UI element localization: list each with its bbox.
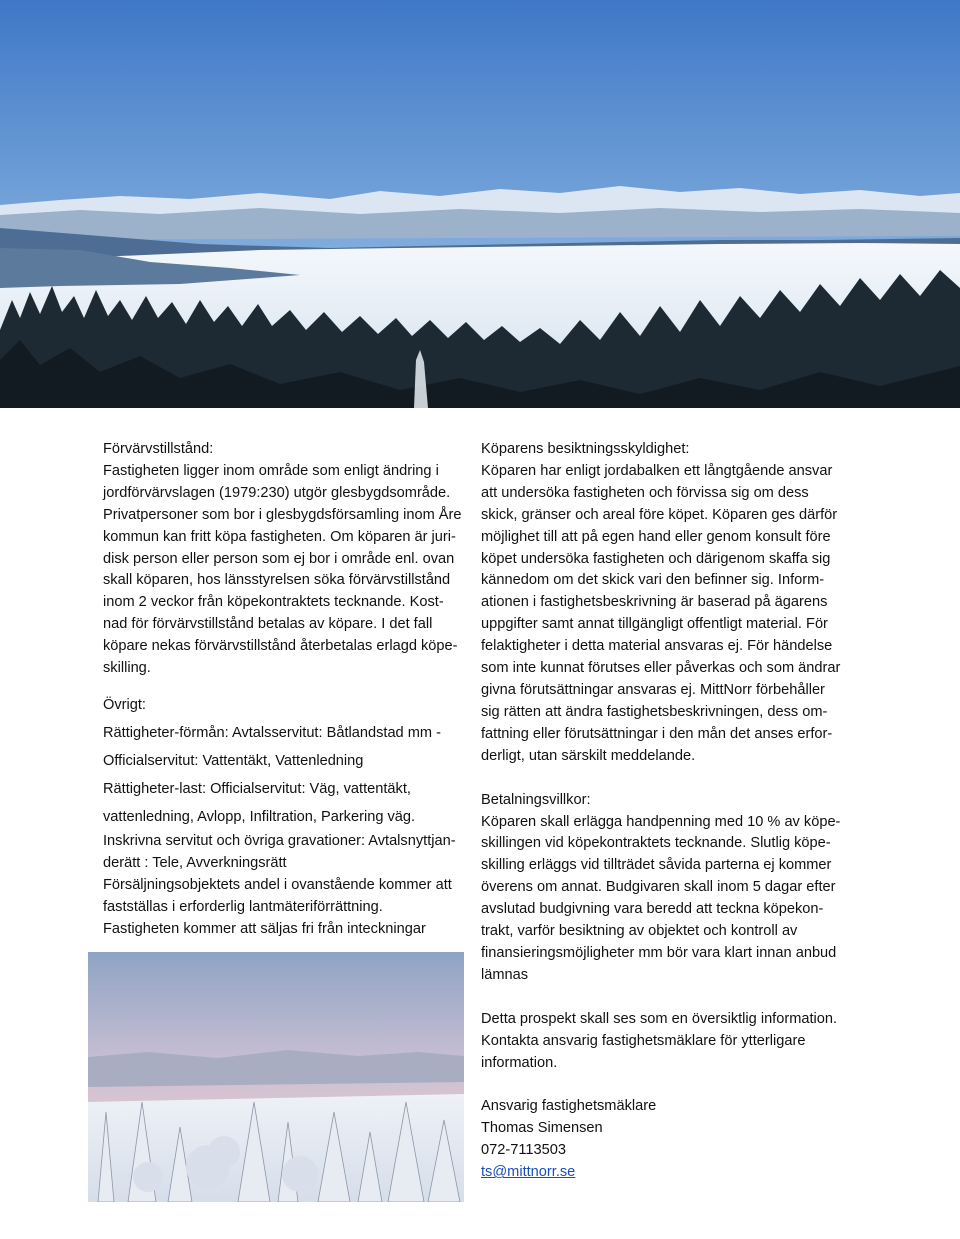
acquisition-permit-section	[103, 439, 468, 680]
easement-line: Inskrivna servitut och övriga gravationer: Avtalsnyttjan-	[103, 832, 456, 849]
permit-line: Privatpersoner som bor i glesbygdsförsamling inom Åre	[103, 506, 462, 523]
inspection-line: fattning eller förutsättningar i den mån det anses erfor-	[481, 725, 833, 742]
agent-contact-section	[481, 1096, 851, 1184]
payment-line: Köparen skall erlägga handpenning med 10 % av köpe-	[481, 813, 841, 830]
payment-line: skillingen vid köpekontraktets tecknande. Slutlig köpe-	[481, 835, 831, 852]
permit-line: inom 2 veckor från köpekontraktets tecknande. Kost-	[103, 594, 444, 611]
payment-line: trakt, varför besiktning av objektet och kontroll av	[481, 923, 798, 940]
easement-line: Fastigheten kommer att säljas fri från inteckningar	[103, 920, 426, 937]
rights-line: Rättigheter-förmån: Avtalsservitut: Båtlandstad mm -	[103, 724, 441, 741]
payment-line: skilling erläggs vid tillträdet såvida parterna ej kommer	[481, 857, 832, 874]
payment-line: avslutad budgivning vara beredd att teckna köpekon-	[481, 901, 824, 918]
inspection-line: Köparen har enligt jordabalken ett långtgående ansvar	[481, 462, 833, 479]
permit-heading: Förvärvstillstånd:	[103, 441, 214, 457]
inspection-line: derligt, utan särskilt meddelande.	[481, 747, 696, 764]
permit-line: disk person eller person som ej bor i område enl. ovan	[103, 550, 455, 567]
inspection-line: felaktigheter i detta material ansvaras ej. För händelse	[481, 638, 833, 655]
left-column	[103, 439, 468, 941]
inspection-line: sig rätten att ändra fastighetsbeskrivningen, dess om-	[481, 703, 828, 720]
payment-line: finansieringsmöjligheter mm bör vara klart innan anbud	[481, 944, 837, 961]
inspection-line: som inte kunnat förutses eller påverkas och som ändrar	[481, 660, 841, 677]
easement-line: Försäljningsobjektets andel i ovanstående kommer att	[103, 876, 452, 893]
inspection-line: uppgifter samt annat tillgängligt offentligt material. För	[481, 616, 828, 633]
permit-line: skall köparen, hos länsstyrelsen söka förvärvstillstånd	[103, 572, 451, 589]
disclaimer-line: Detta prospekt skall ses som en översiktlig information.	[481, 1010, 838, 1027]
inspection-line: kännedom om det skick vari den befinner sig. Inform-	[481, 572, 825, 589]
easement-line: derätt : Tele, Avverkningsrätt	[103, 854, 287, 871]
agent-heading: Ansvarig fastighetsmäklare	[481, 1098, 657, 1115]
permit-line: kommun kan fritt köpa fastigheten. Om köparen är juri-	[103, 528, 456, 545]
disclaimer-line: Kontakta ansvarig fastighetsmäklare för ytterligare	[481, 1032, 806, 1049]
inspection-line: köpet undersöka fastigheten och därigenom skaffa sig	[481, 550, 831, 567]
easement-line: fastställas i erforderlig lantmäteriförrättning.	[103, 898, 383, 915]
permit-line: nad för förvärvstillstånd betalas av köpare. I det fall	[103, 616, 433, 633]
inspection-line: möjlighet till att på egen hand eller genom konsult före	[481, 528, 831, 545]
payment-line: överens om annat. Budgivaren skall inom 5 dagar efter	[481, 879, 836, 896]
inspection-line: ationen i fastighetsbeskrivning är baserad på ägarens	[481, 594, 828, 611]
agent-email-link[interactable]: ts@mittnorr.se	[481, 1164, 576, 1181]
hero-landscape-photo	[0, 0, 960, 408]
disclaimer-section	[481, 1009, 851, 1075]
payment-heading: Betalningsvillkor:	[481, 791, 591, 808]
inspection-duty-section	[481, 439, 851, 768]
permit-line: skilling.	[103, 660, 151, 677]
rights-line: Officialservitut: Vattentäkt, Vattenledning	[103, 752, 364, 769]
inspection-heading: Köparens besiktningsskyldighet:	[481, 441, 690, 457]
inspection-line: skick, gränser och areal före köpet. Köparen ges därför	[481, 506, 838, 523]
payment-line: lämnas	[481, 966, 529, 983]
agent-phone: 072-7113503	[481, 1142, 566, 1159]
inspection-line: givna förutsättningar ansvaras ej. MittNorr förbehåller	[481, 681, 825, 698]
other-section	[103, 691, 468, 941]
permit-line: jordförvärvslagen (1979:230) utgör glesbygdsområde.	[103, 484, 451, 501]
payment-terms-section	[481, 790, 851, 987]
permit-line: Fastigheten ligger inom område som enligt ändring i	[103, 462, 439, 479]
rights-line: vattenledning, Avlopp, Infiltration, Parkering väg.	[103, 808, 416, 825]
permit-line: köpare nekas förvärvstillstånd återbetalas erlagd köpe-	[103, 638, 458, 655]
winter-forest-photo	[88, 952, 464, 1202]
agent-name: Thomas Simensen	[481, 1120, 603, 1137]
rights-line: Rättigheter-last: Officialservitut: Väg, vattentäkt,	[103, 780, 411, 797]
disclaimer-line: information.	[481, 1054, 558, 1071]
other-heading: Övrigt:	[103, 696, 146, 713]
inspection-line: att undersöka fastigheten och förvissa sig om dess	[481, 484, 809, 501]
right-column	[481, 439, 851, 1184]
